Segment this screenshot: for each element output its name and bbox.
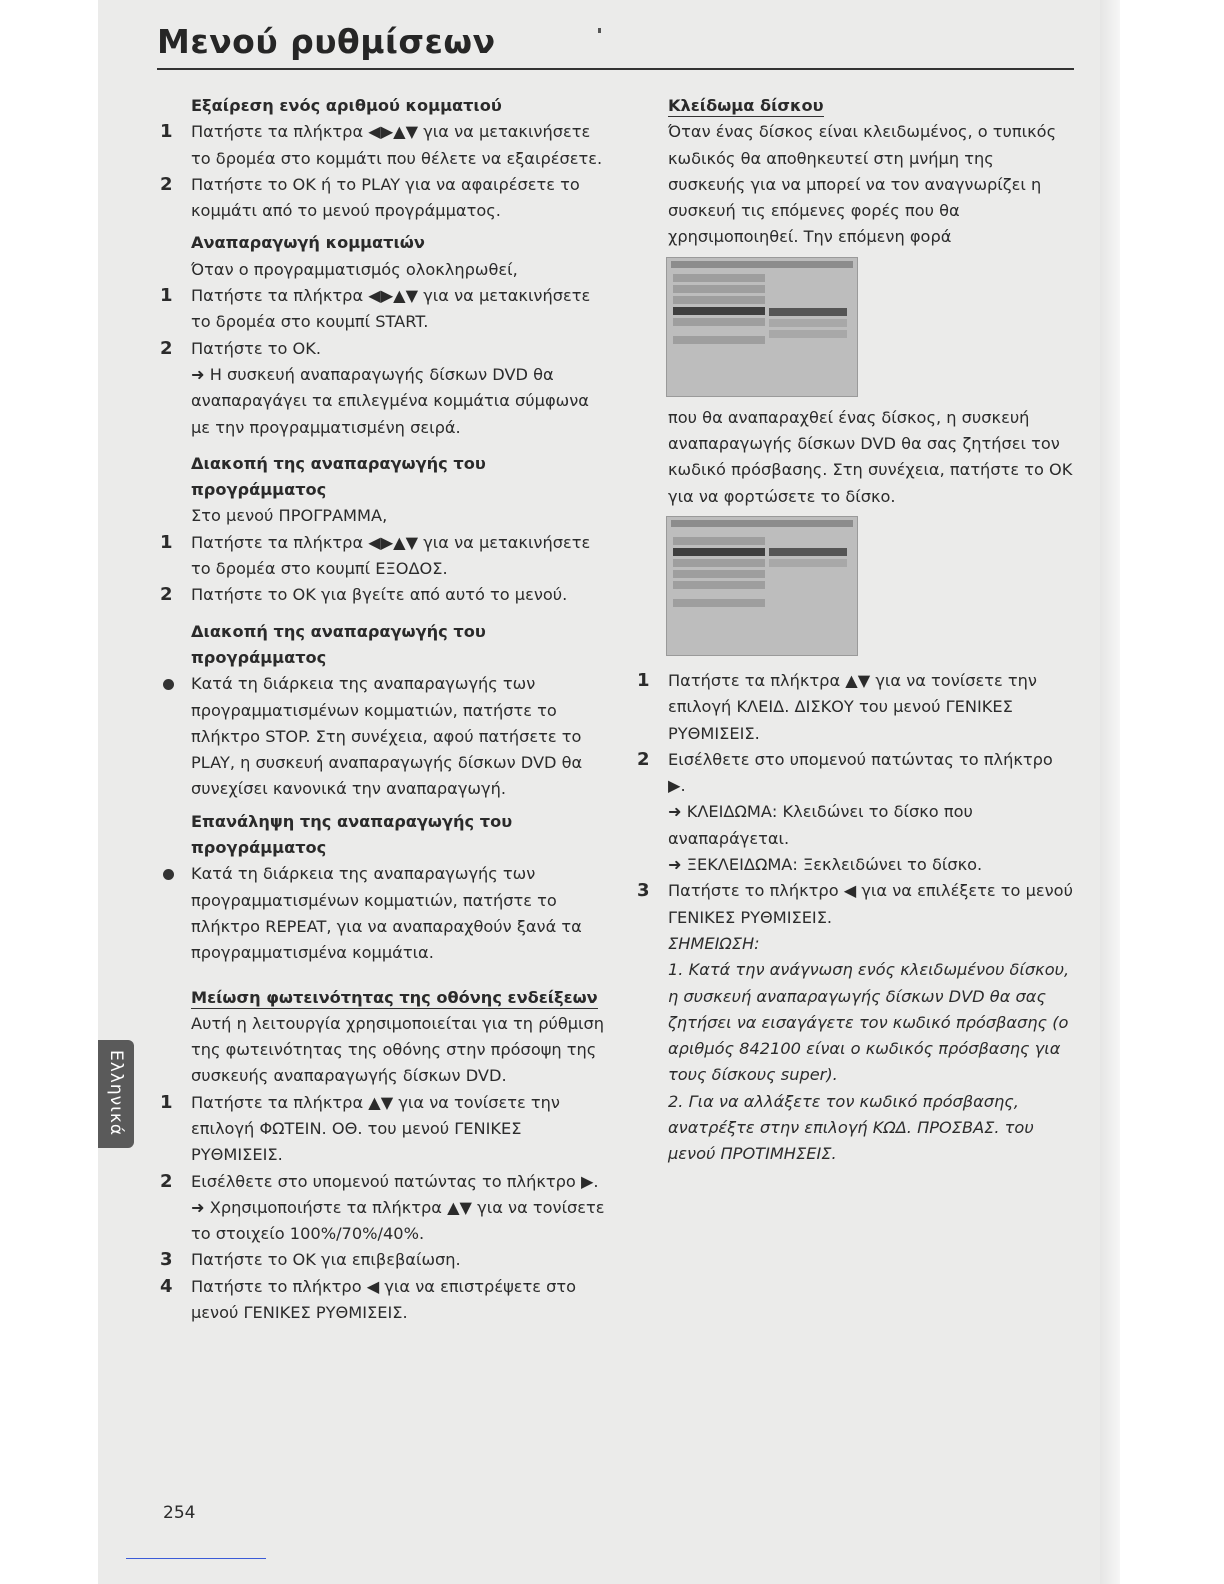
step-number: 1: [160, 285, 173, 307]
step-text: Πατήστε το OK ή το PLAY για να αφαιρέσετε το κομμάτι από το μενού προγράμματος.: [191, 174, 580, 221]
step-text: Πατήστε τα πλήκτρα ◀▶▲▼ για να μετακινήσετε το δρομέα στο κουμπί START.: [191, 286, 591, 332]
step-text: Πατήστε το πλήκτρο ◀ για να επιλέξετε το μενού ΓΕΝΙΚΕΣ ΡΥΘΜΙΣΕΙΣ.: [668, 881, 1073, 927]
step-number: 2: [160, 173, 173, 195]
step-number: 2: [160, 1170, 173, 1192]
screen-submenu: [769, 308, 847, 341]
step-text: Πατήστε τα πλήκτρα ◀▶▲▼ για να μετακινήσετε το δρομέα στο κομμάτι που θέλετε να εξαιρέσετε.: [191, 122, 603, 168]
step: [157, 1090, 612, 1169]
step-number: 1: [637, 669, 650, 691]
screen-title-bar: [671, 261, 853, 268]
step: [157, 582, 612, 608]
section-heading-repeat-program: Επανάληψη της αναπαραγωγής του προγράμματος: [191, 811, 513, 858]
title-rule: [157, 68, 1074, 70]
scan-edge: [1100, 0, 1120, 1584]
section-heading-exclude-track: Εξαίρεση ενός αριθμού κομματιού: [191, 96, 502, 115]
right-column: [634, 93, 1074, 1168]
step-number: 1: [160, 121, 173, 143]
page-number: 254: [163, 1503, 196, 1523]
footer-rule: [126, 1558, 266, 1559]
step-number: 2: [637, 748, 650, 770]
arrow-icon: ➜: [668, 802, 682, 822]
step: [157, 119, 612, 172]
step-result: [157, 1195, 612, 1248]
section-heading-play-tracks: Αναπαραγωγή κομματιών: [191, 233, 425, 253]
step-text: Πατήστε το OK.: [191, 338, 322, 358]
section-heading-stop-program-2: Διακοπή της αναπαραγωγής του προγράμματος: [191, 621, 486, 667]
page-title: Μενού ρυθμίσεων: [157, 22, 496, 61]
heading-text: Κλείδωμα δίσκου: [668, 96, 824, 115]
step: [157, 1169, 612, 1195]
left-column: [157, 93, 612, 1326]
section-heading-disc-lock: [634, 93, 1074, 119]
heading-text: Μείωση φωτεινότητας της οθόνης ενδείξεων: [191, 987, 598, 1007]
note-2: 2. Για να αλλάξετε τον κωδικό πρόσβασης, ανατρέξτε στην επιλογή ΚΩΔ. ΠΡΟΣΒΑΣ. του μενού ΠΡΟΤΙΜΗΣΕΙΣ.: [668, 1091, 1034, 1164]
step-number: 2: [160, 584, 173, 606]
step: [157, 336, 612, 362]
arrow-icon: ➜: [191, 364, 205, 384]
step: [157, 530, 612, 583]
step-text: Πατήστε τα πλήκτρα ▲▼ για να τονίσετε την επιλογή ΚΛΕΙΔ. ΔΙΣΚΟΥ του μενού ΓΕΝΙΚΕΣ ΡΥΘΜΙΣΕΙΣ.: [668, 670, 1037, 743]
step-number: 4: [160, 1275, 173, 1297]
step-number: 1: [160, 1091, 173, 1113]
note-1: 1. Κατά την ανάγνωση ενός κλειδωμένου δίσκου, η συσκευή αναπαραγωγής δίσκων DVD θα σας ζητήσει να εισαγάγετε τον κωδικό πρόσβασης (ο αριθμός 842100 είναι ο κωδικός πρόσβασης για τους δίσκους super).: [668, 960, 1070, 1085]
step-result-lock: [634, 799, 1074, 852]
bullet-icon: [163, 869, 174, 880]
step-result: [157, 362, 612, 441]
section-intro: Αυτή η λειτουργία χρησιμοποιείται για τη ρύθμιση της φωτεινότητας της οθόνης στην πρόσοψη της συσκευής αναπαραγωγής δίσκων DVD.: [191, 1013, 605, 1086]
result-text: Η συσκευή αναπαραγωγής δίσκων DVD θα αναπαραγάγει τα επιλεγμένα κομμάτια σύμφωνα με την προγραμματισμένη σειρά.: [191, 364, 589, 437]
screen-submenu: [769, 548, 847, 570]
step-text: Πατήστε το OK για επιβεβαίωση.: [191, 1250, 461, 1270]
bullet-text: Κατά τη διάρκεια της αναπαραγωγής των προγραμματισμένων κομματιών, πατήστε το πλήκτρο REPEAT, για να αναπαραχθούν ξανά τα προγραμματισμένα κομμάτια.: [191, 864, 582, 963]
step-number: 3: [160, 1249, 173, 1271]
step-text: Πατήστε τα πλήκτρα ◀▶▲▼ για να μετακινήσετε το δρομέα στο κουμπί ΕΞΟΔΟΣ.: [191, 532, 591, 579]
step: [157, 1247, 612, 1273]
menu-screenshot-1: [666, 257, 858, 397]
step: [634, 878, 1074, 931]
section-intro: Στο μενού ΠΡΟΓΡΑΜΜΑ,: [191, 506, 388, 526]
step-number: 3: [637, 880, 650, 902]
screen-title-bar: [671, 520, 853, 527]
arrow-icon: ➜: [191, 1197, 205, 1217]
bullet-item: [157, 671, 612, 802]
arrow-icon: ➜: [668, 855, 682, 875]
step: [634, 747, 1074, 800]
bullet-text: Κατά τη διάρκεια της αναπαραγωγής των προγραμματισμένων κομματιών, πατήστε το πλήκτρο STOP. Στη συνέχεια, αφού πατήσετε το PLAY, η συσκευή αναπαραγωγής δίσκων DVD θα συνεχίσει κανονικά την αναπαραγωγή.: [191, 674, 583, 799]
screen-menu: [673, 274, 765, 347]
menu-screenshot-2: [666, 516, 858, 656]
bullet-icon: [163, 679, 174, 690]
step: [157, 172, 612, 225]
step: [634, 668, 1074, 747]
step-text: Πατήστε το πλήκτρο ◀ για να επιστρέψετε στο μενού ΓΕΝΙΚΕΣ ΡΥΘΜΙΣΕΙΣ.: [191, 1276, 577, 1323]
language-side-tab: [98, 1040, 134, 1148]
section-heading-dim-display: [157, 985, 612, 1011]
step-number: 2: [160, 337, 173, 359]
step-text: Εισέλθετε στο υπομενού πατώντας το πλήκτρο ▶.: [191, 1171, 599, 1191]
bullet-item: [157, 861, 612, 966]
step-text: Πατήστε τα πλήκτρα ▲▼ για να τονίσετε την επιλογή ΦΩΤΕΙΝ. ΟΘ. του μενού ΓΕΝΙΚΕΣ ΡΥΘΜΙΣΕΙΣ.: [191, 1092, 560, 1165]
result-text: ΞΕΚΛΕΙΔΩΜΑ: Ξεκλειδώνει το δίσκο.: [686, 855, 983, 875]
result-text: Χρησιμοποιήστε τα πλήκτρα ▲▼ για να τονίσετε το στοιχείο 100%/70%/40%.: [191, 1197, 605, 1244]
section-intro-continued: που θα αναπαραχθεί ένας δίσκος, η συσκευή αναπαραγωγής δίσκων DVD θα σας ζητήσει τον κωδικό πρόσβασης. Στη συνέχεια, πατήστε το OK για να φορτώσετε το δίσκο.: [668, 407, 1073, 506]
section-intro: Όταν ένας δίσκος είναι κλειδωμένος, ο τυπικός κωδικός θα αποθηκευτεί στη μνήμη της συσκευής για να μπορεί να τον αναγνωρίζει η συσκευή τις επόμενες φορές που θα χρησιμοποιηθεί. Την επόμενη φορά: [668, 122, 1057, 247]
section-heading-stop-program: Διακοπή της αναπαραγωγής του προγράμματος: [191, 453, 486, 500]
step: [157, 283, 612, 336]
step-text: Πατήστε το OK για βγείτε από αυτό το μενού.: [191, 585, 568, 605]
result-text: ΚΛΕΙΔΩΜΑ: Κλειδώνει το δίσκο που αναπαράγεται.: [668, 802, 973, 848]
step-result-unlock: [634, 852, 1074, 878]
step-text: Εισέλθετε στο υπομενού πατώντας το πλήκτρο ▶.: [668, 749, 1053, 796]
screen-menu: [673, 537, 765, 610]
step-number: 1: [160, 531, 173, 553]
side-tab-label: Ελληνικά: [106, 1050, 126, 1137]
scan-speck: [598, 28, 601, 33]
step: [157, 1274, 612, 1327]
note-label: ΣΗΜΕΙΩΣΗ:: [668, 933, 760, 953]
section-intro: Όταν ο προγραμματισμός ολοκληρωθεί,: [191, 259, 518, 279]
